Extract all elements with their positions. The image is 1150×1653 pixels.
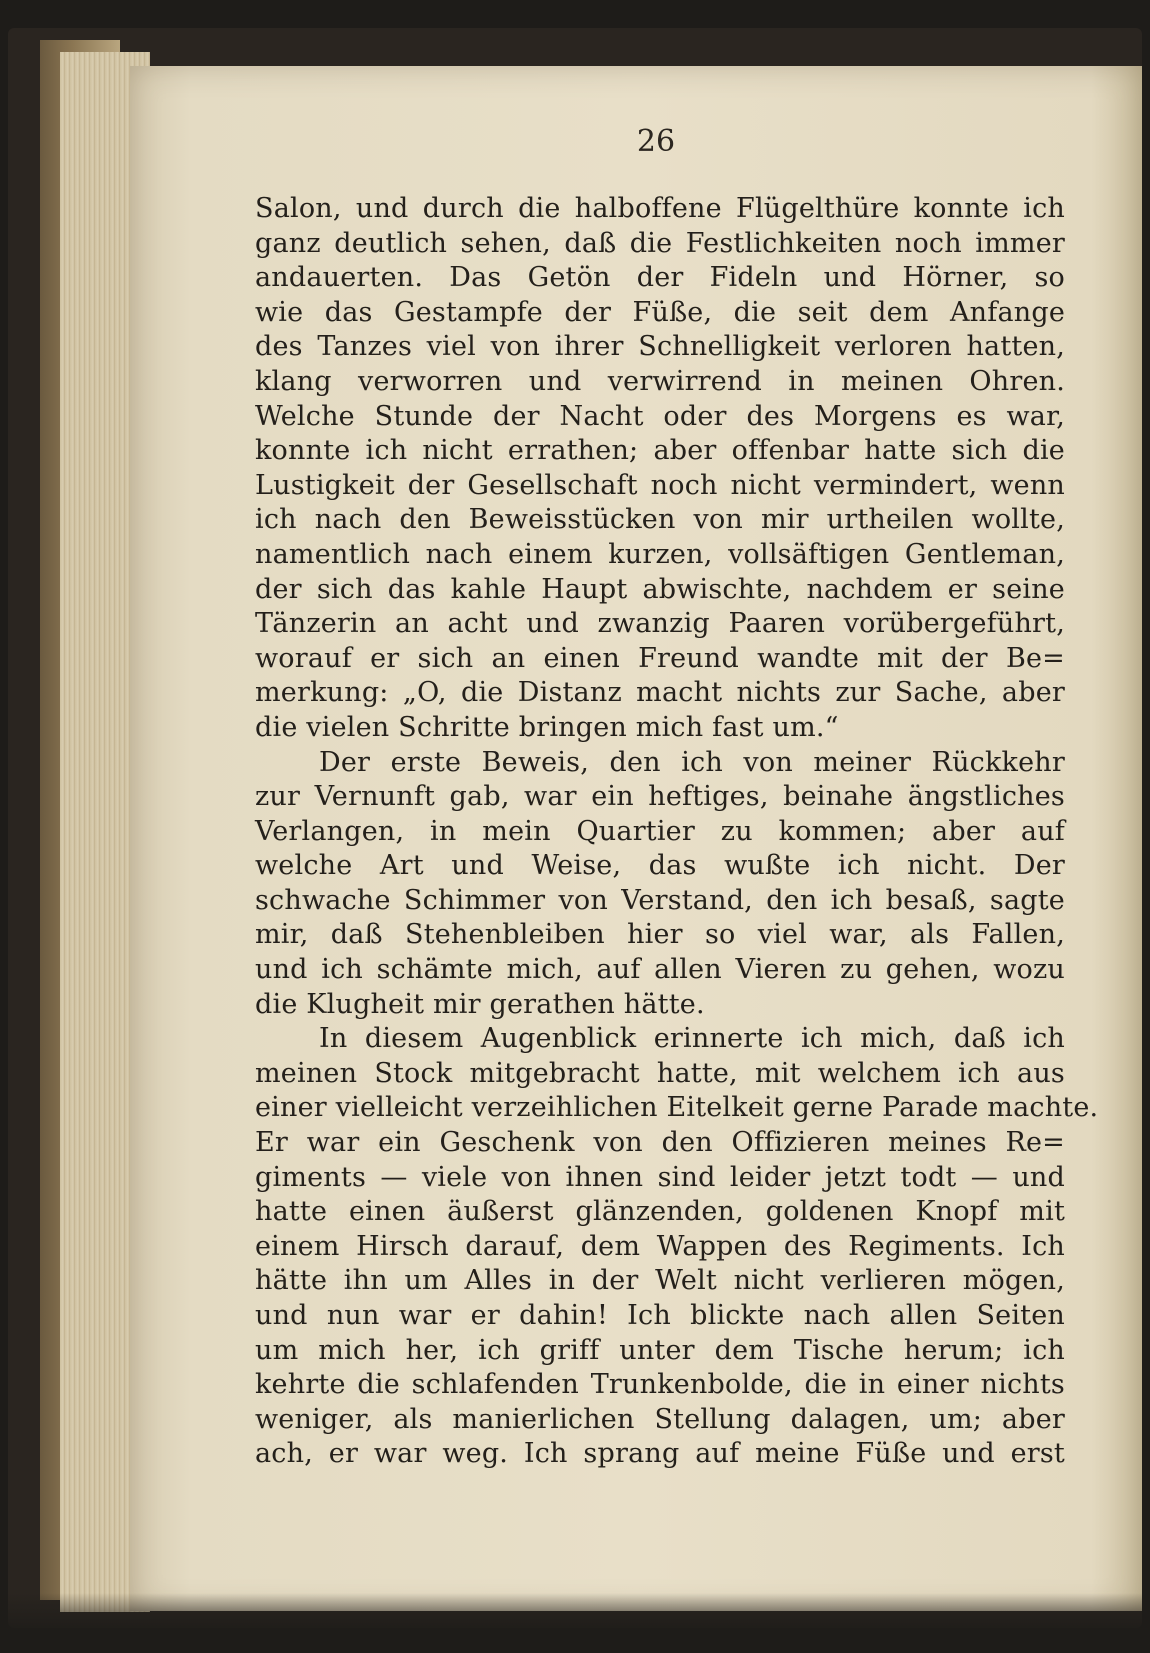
text-line: giments — viele von ihnen sind leider jetzt todt — und xyxy=(255,1161,1065,1193)
text-line: weniger, als manierlichen Stellung dalagen, um; aber xyxy=(255,1403,1065,1435)
text-line: merkung: „O, die Distanz macht nichts zur Sache, aber xyxy=(255,677,1065,709)
text-line: zur Vernunft gab, war ein heftiges, beinahe ängstliches xyxy=(255,781,1065,813)
text-line: um mich her, ich griff unter dem Tische herum; ich xyxy=(255,1334,1065,1366)
page-number: 26 xyxy=(636,124,676,159)
text-line: einem Hirsch darauf, dem Wappen des Regiments. Ich xyxy=(255,1230,1065,1262)
text-line: kehrte die schlafenden Trunkenbolde, die in einer nichts xyxy=(255,1369,1065,1401)
book-page xyxy=(130,66,1142,1611)
text-line: ganz deutlich sehen, daß die Festlichkeiten noch immer xyxy=(255,227,1065,259)
text-line: Er war ein Geschenk von den Offizieren meines Re= xyxy=(255,1127,1065,1159)
text-line: worauf er sich an einen Freund wandte mit der Be= xyxy=(255,642,1065,674)
text-line: Salon, und durch die halboffene Flügelthüre konnte ich xyxy=(255,193,1065,224)
bottom-shadow xyxy=(0,1593,1150,1653)
text-line: hätte ihn um Alles in der Welt nicht verlieren mögen, xyxy=(255,1265,1065,1297)
text-line: Der erste Beweis, den ich von meiner Rückkehr xyxy=(319,746,1065,778)
text-line: des Tanzes viel von ihrer Schnelligkeit verloren hatten, xyxy=(255,331,1065,363)
text-line: mir, daß Stehenbleiben hier so viel war, als Fallen, xyxy=(255,919,1065,951)
text-line: meinen Stock mitgebracht hatte, mit welchem ich aus xyxy=(255,1057,1065,1089)
text-line: andauerten. Das Getön der Fideln und Hörner, so xyxy=(255,262,1065,294)
text-line: konnte ich nicht errathen; aber offenbar hatte sich die xyxy=(255,435,1065,467)
text-line: hatte einen äußerst glänzenden, goldenen Knopf mit xyxy=(255,1196,1065,1228)
text-line: einer vielleicht verzeihlichen Eitelkeit gerne Parade machte. xyxy=(255,1092,1099,1124)
text-line: Verlangen, in mein Quartier zu kommen; aber auf xyxy=(255,815,1065,847)
text-line: Tänzerin an acht und zwanzig Paaren vorübergeführt, xyxy=(255,608,1065,640)
text-line: die Klugheit mir gerathen hätte. xyxy=(255,988,705,1020)
text-line: der sich das kahle Haupt abwischte, nachdem er seine xyxy=(255,573,1065,605)
text-line: und nun war er dahin! Ich blickte nach allen Seiten xyxy=(255,1300,1065,1331)
text-line: namentlich nach einem kurzen, vollsäftigen Gentleman, xyxy=(255,538,1065,570)
text-line: ach, er war weg. Ich sprang auf meine Füße und erst xyxy=(255,1438,1065,1470)
text-line: In diesem Augenblick erinnerte ich mich, daß ich xyxy=(319,1023,1065,1055)
text-line: welche Art und Weise, das wußte ich nicht. Der xyxy=(255,850,1065,882)
text-line: und ich schämte mich, auf allen Vieren zu gehen, wozu xyxy=(255,954,1065,986)
body-text xyxy=(255,192,1099,1472)
text-line: ich nach den Beweisstücken von mir urtheilen wollte, xyxy=(255,504,1065,536)
text-line: Lustigkeit der Gesellschaft noch nicht vermindert, wenn xyxy=(255,469,1065,501)
text-line: die vielen Schritte bringen mich fast um.“ xyxy=(255,711,839,743)
text-line: wie das Gestampfe der Füße, die seit dem Anfange xyxy=(255,296,1065,328)
text-line: Welche Stunde der Nacht oder des Morgens es war, xyxy=(255,400,1065,432)
text-line: klang verworren und verwirrend in meinen Ohren. xyxy=(255,365,1065,397)
text-line: schwache Schimmer von Verstand, den ich besaß, sagte xyxy=(255,884,1065,916)
